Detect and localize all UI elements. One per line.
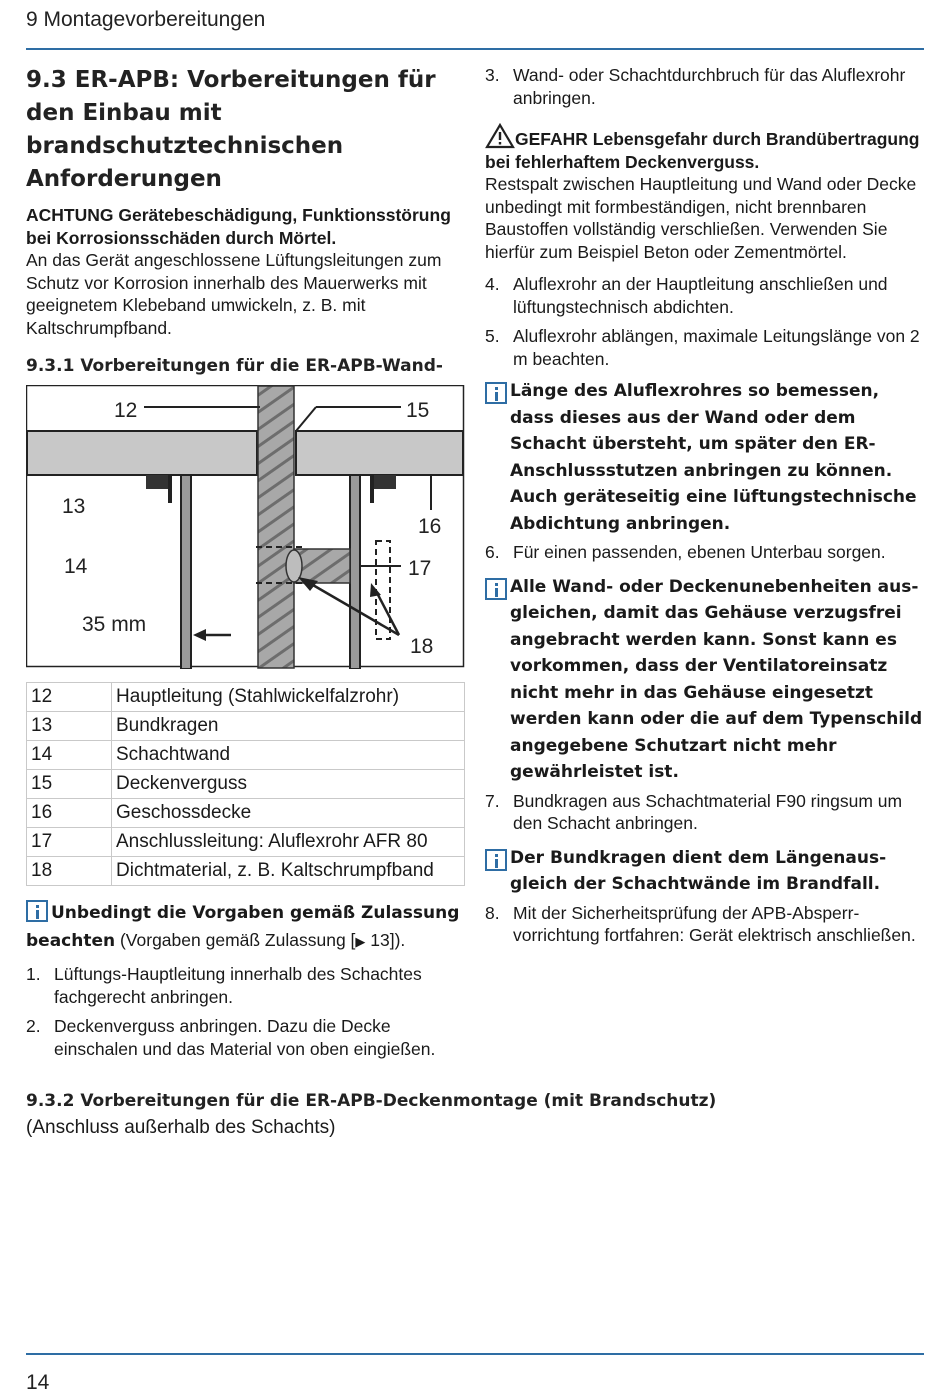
legend-row xyxy=(27,683,465,712)
zulassung-ref-link[interactable]: 13]). xyxy=(370,930,406,950)
achtung-notice xyxy=(26,204,466,339)
info-icon xyxy=(485,849,507,871)
label-16: 16 xyxy=(418,515,442,538)
step-text: Für einen passenden, ebenen Unterbau sorgen. xyxy=(513,542,886,562)
achtung-text: An das Gerät angeschlossene Lüftungsleitungen zum Schutz vor Korrosion innerhalb des Mauerwerks mit geeignetem Klebeband umwickeln, z. B. mit Kaltschrumpfband. xyxy=(26,250,442,338)
wall-mounting-diagram xyxy=(26,385,465,669)
zulassung-bold: Unbedingt die Vorgaben gemäß Zulassung beachten xyxy=(26,903,460,951)
legend-description: Bundkragen xyxy=(112,712,465,741)
zulassung-rest: (Vorgaben gemäß Zulassung [ xyxy=(119,930,356,950)
info-text: Der Bundkragen dient dem Längenausgleich der Schachtwände im Brandfall. xyxy=(510,847,887,894)
zulassung-note xyxy=(26,899,466,955)
info-box-1 xyxy=(485,378,925,537)
info-text: Alle Wand- oder Deckenunebenheiten ausgleichen, damit das Gehäuse verzugsfrei angebracht werden kann. Sonst kann es vorkommen, dass der Ventilatoreinsatz nicht mehr in das Gehäuse eingesetzt werden kann oder die auf dem Typenschild angegebene Schutzart nicht mehr gewährleistet ist. xyxy=(510,576,923,782)
legend-row xyxy=(27,799,465,828)
subsection-title-9-3-2: 9.3.2 Vorbereitungen für die ER-APB-Deckenmontage (mit Brandschutz) xyxy=(26,1091,717,1111)
legend-row xyxy=(27,712,465,741)
label-13: 13 xyxy=(62,495,86,518)
legend-description: Schachtwand xyxy=(112,741,465,770)
legend-row xyxy=(27,741,465,770)
step-text: Aluflexrohr an der Hauptleitung anschließen und lüftungstechnisch abdichten. xyxy=(513,274,888,317)
subsection-9-3-2 xyxy=(26,1088,924,1140)
right-column xyxy=(485,64,925,947)
installation-figure xyxy=(26,385,465,674)
legend-description: Geschossdecke xyxy=(112,799,465,828)
step-number: 3. xyxy=(485,65,500,85)
legend-description: Hauptleitung (Stahlwickelfalzrohr) xyxy=(112,683,465,712)
step-6 xyxy=(485,541,925,564)
step-5 xyxy=(485,325,925,370)
warning-triangle-icon xyxy=(485,123,515,149)
info-icon xyxy=(485,578,507,600)
step-3 xyxy=(485,64,925,109)
flex-pipe-end xyxy=(286,550,302,582)
info-icon xyxy=(485,382,507,404)
step-number: 5. xyxy=(485,326,500,346)
legend-number: 18 xyxy=(27,857,112,886)
subsection-title-9-3-1: 9.3.1 Vorbereitungen für die ER-APB-Wand xyxy=(26,356,443,376)
label-14: 14 xyxy=(64,555,88,578)
info-box-3 xyxy=(485,845,925,898)
step-text: Lüftungs-Hauptleitung innerhalb des Schachtes fachgerecht anbringen. xyxy=(54,964,422,1007)
shaft-wall-left xyxy=(181,475,191,669)
step-number: 2. xyxy=(26,1016,41,1036)
legend-row xyxy=(27,828,465,857)
gefahr-notice xyxy=(485,123,925,263)
step-2 xyxy=(26,1015,466,1060)
step-number: 8. xyxy=(485,902,500,923)
legend-body xyxy=(27,683,465,886)
legend-row xyxy=(27,857,465,886)
legend-number: 12 xyxy=(27,683,112,712)
left-column xyxy=(26,64,466,407)
step-number: 1. xyxy=(26,964,41,984)
label-15: 15 xyxy=(406,399,430,422)
step-text: Mit der Sicherheitsprüfung der APB-Absperrvorrichtung fortfahren: Gerät elektrisch anschließen. xyxy=(513,902,916,945)
legend-table xyxy=(26,682,465,886)
step-text: Deckenverguss anbringen. Dazu die Decke einschalen und das Material von oben eingießen. xyxy=(54,1016,436,1059)
legend-number: 15 xyxy=(27,770,112,799)
legend-description: Dichtmaterial, z. B. Kaltschrumpfband xyxy=(112,857,465,886)
legend-row xyxy=(27,770,465,799)
label-18: 18 xyxy=(410,635,434,658)
legend-description: Deckenverguss xyxy=(112,770,465,799)
footer-rule xyxy=(26,1353,924,1355)
subsection-subtitle: (Anschluss außerhalb des Schachts) xyxy=(26,1117,336,1138)
main-duct xyxy=(258,386,294,668)
step-text: Aluflexrohr ablängen, maximale Leitungslänge von 2 m beachten. xyxy=(513,326,920,369)
label-17: 17 xyxy=(408,557,432,580)
legend-number: 13 xyxy=(27,712,112,741)
label-12: 12 xyxy=(114,399,138,422)
info-box-2 xyxy=(485,574,925,786)
step-8 xyxy=(485,902,925,947)
header-rule xyxy=(26,48,924,50)
legend-number: 16 xyxy=(27,799,112,828)
arrow-ref-icon: ▶ xyxy=(355,934,366,949)
ceiling-slab-right xyxy=(296,431,463,475)
ceiling-slab-left xyxy=(27,431,257,475)
step-text: Bundkragen aus Schachtmaterial F90 ringsum um den Schacht anbringen. xyxy=(513,790,903,833)
step-text: Wand- oder Schachtdurchbruch für das Aluflexrohr anbringen. xyxy=(513,65,906,108)
gefahr-title: GEFAHR Lebensgefahr durch Brandübertragung bei fehlerhaftem Deckenverguss. xyxy=(485,129,920,172)
info-text: Länge des Aluflexrohres so bemessen, dass dieses aus der Wand oder dem Schacht übersteht, um später den ER-Anschlussstutzen anbringen zu können. Auch geräteseitig eine lüftungstechnische Abdichtung anbringen. xyxy=(510,381,917,534)
section-title: 9.3 ER-APB: Vorbereitungen für den Einbau mit brandschutztechnischen Anforderungen xyxy=(26,67,436,192)
gefahr-text: Restspalt zwischen Hauptleitung und Wand oder Decke unbedingt mit formbeständigen, nicht brennbaren Baustoffen vollständig verschließen. Verwenden Sie hierfür zum Beispiel Beton oder Zementmörtel. xyxy=(485,174,917,262)
legend-number: 17 xyxy=(27,828,112,857)
collar-right xyxy=(372,475,396,489)
achtung-title: ACHTUNG Gerätebeschädigung, Funktionsstörung bei Korrosionsschäden durch Mörtel. xyxy=(26,205,451,248)
step-number: 6. xyxy=(485,542,500,562)
shaft-wall-right xyxy=(350,475,360,669)
page-number: 14 xyxy=(26,1371,50,1394)
left-lower xyxy=(26,899,466,1060)
step-number: 7. xyxy=(485,790,500,811)
step-4 xyxy=(485,273,925,318)
running-header: 9 Montagevorbereitungen xyxy=(26,8,266,31)
info-icon xyxy=(26,900,48,922)
legend-number: 14 xyxy=(27,741,112,770)
label-35mm: 35 mm xyxy=(82,613,147,636)
collar-left xyxy=(146,475,170,489)
legend-description: Anschlussleitung: Aluflexrohr AFR 80 xyxy=(112,828,465,857)
step-1 xyxy=(26,963,466,1008)
step-7 xyxy=(485,790,925,835)
step-number: 4. xyxy=(485,274,500,294)
